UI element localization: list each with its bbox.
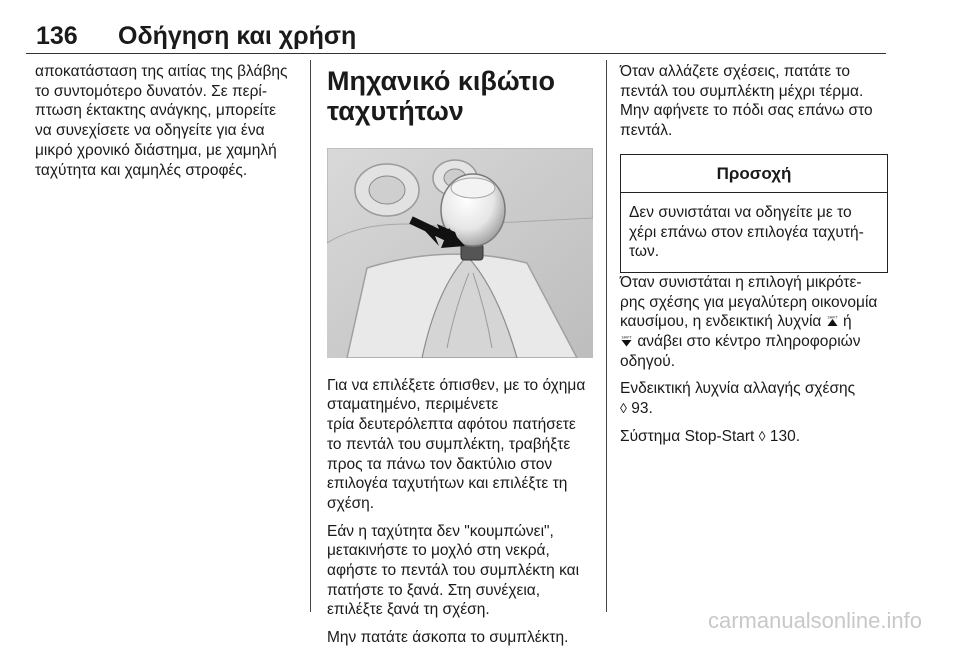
paragraph-reverse <box>327 376 602 514</box>
warning-body <box>621 193 887 272</box>
text-fragment: ή <box>842 313 852 331</box>
paragraph-shift-indicator <box>620 273 888 372</box>
text-line: σχέση. <box>327 494 375 512</box>
heading-line: ταχυτήτων <box>327 96 464 126</box>
column-2 <box>327 62 602 648</box>
text-line: Ενδεικτική λυχνία αλλαγής σχέσης <box>620 380 856 398</box>
watermark: carmanualsonline.info <box>707 608 922 633</box>
header-rule <box>26 53 886 54</box>
paragraph-shifting <box>620 62 888 141</box>
text-line: μικρό χρονικό διάστημα, με χαμηλή <box>35 141 277 159</box>
text-line: Μην αφήνετε το πόδι σας επάνω στο <box>620 102 873 120</box>
column-divider-2 <box>606 60 607 612</box>
text-line: χέρι επάνω στον επιλογέα ταχυτή- <box>629 223 864 241</box>
chapter-title: Οδήγηση και χρήση <box>118 22 357 50</box>
text-line: ρης σχέσης για μεγαλύτερη οικονομία <box>620 293 878 311</box>
text-line: το συντομότερο δυνατόν. Σε περί- <box>35 82 268 100</box>
column-divider-1 <box>310 60 311 612</box>
text-fragment: ανάβει στο κέντρο πληροφοριών <box>637 333 861 351</box>
text-line: Μην πατάτε άσκοπα το συμπλέκτη. <box>327 629 569 647</box>
column-1 <box>35 62 303 180</box>
warning-box <box>620 154 888 273</box>
text-line: Για να επιλέξετε όπισθεν, με το όχημα <box>327 376 586 394</box>
text-line: Όταν συνιστάται η επιλογή μικρότε- <box>620 273 862 291</box>
warning-title: Προσοχή <box>621 155 887 193</box>
page-header <box>26 22 886 52</box>
text-line: αποκατάσταση της αιτίας της βλάβης <box>35 63 288 80</box>
text-line: επιλέξτε ξανά τη σχέση. <box>327 601 490 619</box>
text-line: να συνεχίσετε να οδηγείτε για ένα <box>35 122 265 140</box>
text-line: μετακινήστε το μοχλό στη νεκρά, <box>327 542 550 560</box>
page-reference[interactable]: 130. <box>769 427 801 445</box>
text-line: σταματημένο, περιμένετε <box>327 396 499 414</box>
text-line: πατήστε το ξανά. Στη συνέχεια, <box>327 581 541 599</box>
page-reference[interactable]: 93. <box>631 400 653 418</box>
reference-arrow-icon: ◊ <box>758 427 766 444</box>
text-line: ταχύτητα και χαμηλές στροφές. <box>35 161 248 179</box>
continued-paragraph <box>35 62 303 180</box>
text-line <box>620 312 888 332</box>
section-heading <box>327 66 602 126</box>
text-line <box>620 332 888 352</box>
text-line: προς τα πάνω τον δακτύλιο στον <box>327 455 553 473</box>
text-line: Δεν συνιστάται να οδηγείτε με το <box>629 203 852 221</box>
text-line: τρία δευτερόλεπτα αφότου πατήσετε <box>327 416 576 434</box>
text-fragment: καυσίμου, η ενδεικτική λυχνία <box>620 313 822 331</box>
text-line: πεντάλ. <box>620 122 673 140</box>
text-fragment: Σύστημα Stop-Start <box>620 427 755 445</box>
text-line <box>620 427 888 447</box>
column-3 <box>620 62 888 447</box>
text-line: Όταν αλλάζετε σχέσεις, πατάτε το <box>620 63 850 80</box>
reference-arrow-icon: ◊ <box>620 400 627 417</box>
paragraph-stop-start-ref <box>620 427 888 447</box>
downshift-lamp-icon <box>620 335 633 347</box>
svg-text:SHIFT: SHIFT <box>827 315 838 320</box>
text-line: Εάν η ταχύτητα δεν "κουμπώνει", <box>327 522 554 540</box>
upshift-lamp-icon <box>826 315 839 327</box>
heading-line: Μηχανικό κιβώτιο <box>327 66 555 96</box>
gear-lever-illustration <box>327 148 593 358</box>
paragraph-gear-not-engaging <box>327 522 602 621</box>
text-line: οδηγού. <box>620 352 676 370</box>
page-number: 136 <box>36 22 78 50</box>
text-line: επιλογέα ταχυτήτων και επιλέξτε τη <box>327 475 568 493</box>
text-line: αφήστε το πεντάλ του συμπλέκτη και <box>327 562 580 580</box>
text-line: των. <box>629 243 660 261</box>
text-line: το πεντάλ του συμπλέκτη, τραβήξτε <box>327 435 571 453</box>
svg-text:SHIFT: SHIFT <box>621 335 632 340</box>
text-line: πτωση έκτακτης ανάγκης, μπορείτε <box>35 102 277 120</box>
text-line: πεντάλ του συμπλέκτη μέχρι τέρμα. <box>620 82 864 100</box>
paragraph-clutch <box>327 628 602 648</box>
paragraph-shift-lamp-ref <box>620 379 888 418</box>
text-line <box>620 399 888 419</box>
